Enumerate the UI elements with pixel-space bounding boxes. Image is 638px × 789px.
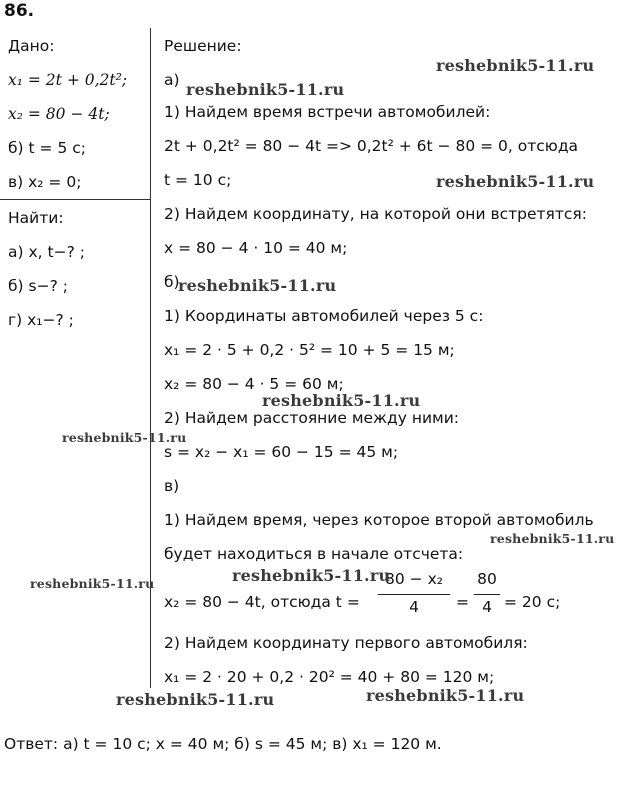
solution-title: Решение:	[164, 37, 242, 55]
fraction-1-numerator: 80 − x₂	[385, 570, 443, 588]
part-b-step1: 1) Координаты автомобилей через 5 с:	[164, 307, 484, 325]
part-a-label: а)	[164, 71, 180, 89]
given-line-4: в) x₂ = 0;	[8, 173, 82, 191]
watermark: reshebnik5-11.ru	[490, 531, 615, 546]
answer: Ответ: а) t = 10 с; x = 40 м; б) s = 45 м; в) x₁ = 120 м.	[4, 735, 442, 753]
problem-number: 86.	[4, 1, 35, 21]
part-c-eq1-mid: =	[456, 593, 469, 611]
fraction-2-numerator: 80	[477, 570, 497, 588]
watermark: reshebnik5-11.ru	[62, 430, 187, 445]
given-line-3: б) t = 5 с;	[8, 139, 86, 157]
part-a-eq2: t = 10 с;	[164, 171, 232, 189]
watermark: reshebnik5-11.ru	[262, 391, 421, 410]
watermark: reshebnik5-11.ru	[178, 276, 337, 295]
part-a-eq1: 2t + 0,2t² = 80 − 4t => 0,2t² + 6t − 80 = 0, отсюда	[164, 137, 579, 155]
part-b-eq1: x₁ = 2 · 5 + 0,2 · 5² = 10 + 5 = 15 м;	[164, 341, 455, 359]
part-a-step1: 1) Найдем время встречи автомобилей:	[164, 103, 491, 121]
part-b-step2: 2) Найдем расстояние между ними:	[164, 409, 460, 427]
part-c-step1b: будет находиться в начале отсчета:	[164, 545, 464, 563]
part-b-eq2: x₂ = 80 − 4 · 5 = 60 м;	[164, 375, 344, 393]
find-title: Найти:	[8, 209, 64, 227]
part-a-eq3: x = 80 − 4 · 10 = 40 м;	[164, 239, 348, 257]
part-c-step1: 1) Найдем время, через которое второй автомобиль	[164, 511, 594, 529]
horizontal-divider	[0, 199, 150, 200]
part-c-label: в)	[164, 477, 180, 495]
part-c-eq1-left: x₂ = 80 − 4t, отсюда t =	[164, 593, 360, 611]
watermark: reshebnik5-11.ru	[436, 172, 595, 191]
find-line-1: а) x, t−? ;	[8, 243, 85, 261]
part-b-label: б)	[164, 273, 180, 291]
fraction-2-bar	[474, 594, 500, 595]
part-b-eq3: s = x₂ − x₁ = 60 − 15 = 45 м;	[164, 443, 399, 461]
watermark: reshebnik5-11.ru	[366, 686, 525, 705]
fraction-2	[474, 568, 500, 620]
find-line-3: г) x₁−? ;	[8, 311, 74, 329]
given-line-2: x₂ = 80 − 4t;	[8, 105, 110, 123]
given-line-1: x₁ = 2t + 0,2t²;	[8, 71, 128, 89]
fraction-1-denominator: 4	[409, 598, 419, 616]
watermark: reshebnik5-11.ru	[436, 56, 595, 75]
fraction-1-bar	[378, 594, 450, 595]
watermark: reshebnik5-11.ru	[232, 566, 391, 585]
fraction-2-denominator: 4	[482, 598, 492, 616]
part-c-eq1-right: = 20 с;	[504, 593, 561, 611]
watermark: reshebnik5-11.ru	[116, 690, 275, 709]
part-a-step2: 2) Найдем координату, на которой они встретятся:	[164, 205, 587, 223]
part-c-eq2: x₁ = 2 · 20 + 0,2 · 20² = 40 + 80 = 120 м;	[164, 668, 495, 686]
watermark: reshebnik5-11.ru	[30, 576, 155, 591]
given-title: Дано:	[8, 37, 55, 55]
part-c-step2: 2) Найдем координату первого автомобиля:	[164, 634, 528, 652]
watermark: reshebnik5-11.ru	[186, 80, 345, 99]
find-line-2: б) s−? ;	[8, 277, 68, 295]
